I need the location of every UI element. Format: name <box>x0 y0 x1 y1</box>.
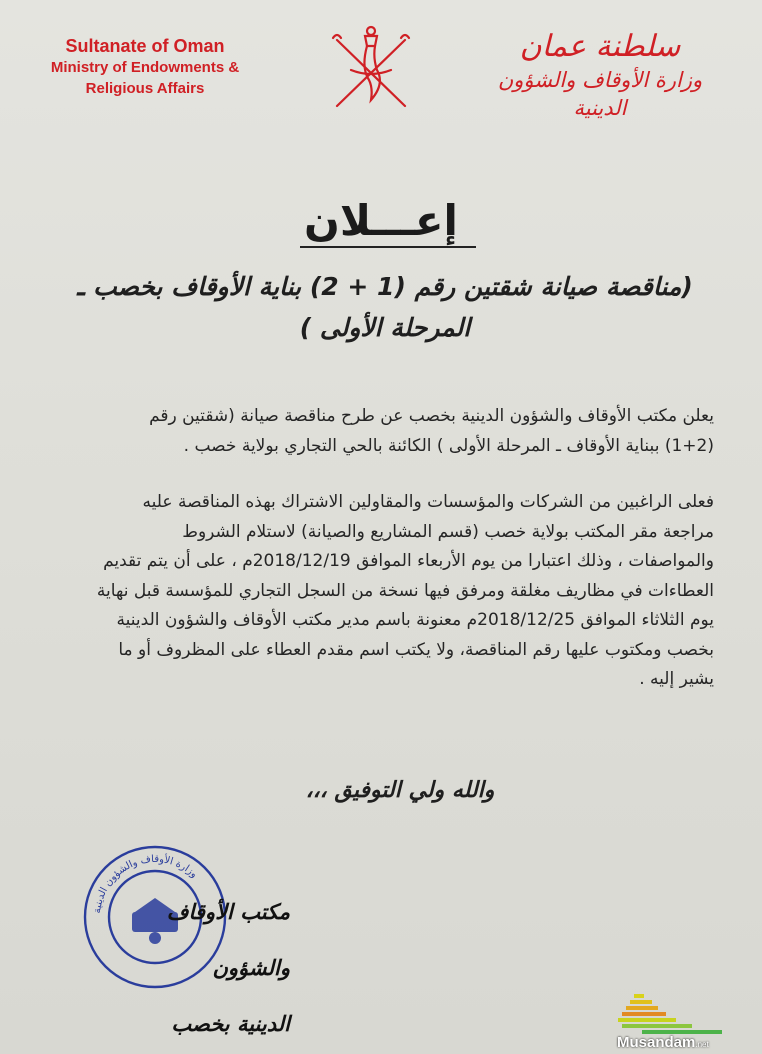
paragraph-line: فعلى الراغبين من الشركات والمؤسسات والمقاولين الاشتراك بهذه المناقصة عليه <box>142 492 714 512</box>
khanjar-emblem-icon <box>325 18 417 114</box>
announcement-paragraph-1 <box>48 402 714 461</box>
title-underline <box>300 246 476 248</box>
signature-line1: مكتب الأوقاف والشؤون <box>166 900 290 980</box>
paragraph-line: يوم الثلاثاء الموافق 2018/12/25م معنونة باسم مدير مكتب الأوقاف والشؤون الدينية <box>116 610 714 630</box>
watermark-site-name <box>617 1034 709 1051</box>
tender-subtitle-line1: (مناقصة صيانة شقتين رقم (1 + 2) بناية الأوقاف بخصب ـ <box>77 272 693 301</box>
watermark-suffix: .net <box>695 1040 709 1049</box>
letterhead-english <box>30 36 260 99</box>
stamp-text: وزارة الأوقاف والشؤون الدينية <box>92 853 200 914</box>
paragraph-line: مراجعة مقر المكتب بولاية خصب (قسم المشاريع والصيانة) لاستلام الشروط <box>182 521 714 542</box>
letterhead-country: Sultanate of Oman <box>65 36 225 56</box>
paragraph-line: (1+2) ببناية الأوقاف ـ المرحلة الأولى ) الكائنة بالحي التجاري بولاية خصب . <box>183 435 714 456</box>
letterhead-ministry-line1: Ministry of Endowments & <box>50 59 240 76</box>
closing-phrase: والله ولي التوفيق ،،، <box>305 778 495 803</box>
paragraph-line: بخصب ومكتوب عليها رقم المناقصة، ولا يكتب اسم مقدم العطاء على المظروف أو ما <box>118 639 714 660</box>
letterhead-ar-country: سلطنة عمان <box>519 29 681 64</box>
announcement-paragraph-2 <box>48 488 714 695</box>
letterhead-arabic <box>470 28 730 122</box>
paragraph-line: والمواصفات ، وذلك اعتبارا من يوم الأربعاء الموافق 2018/12/19م ، على أن يتم تقديم <box>103 551 714 571</box>
signature-line2: الدينية بخصب <box>171 1012 290 1036</box>
paragraph-line: العطاءات في مظاريف مغلقة ومرفق فيها نسخة من السجل التجاري للمؤسسة قبل نهاية <box>96 580 714 601</box>
letterhead-ministry-line2: Religious Affairs <box>85 80 205 97</box>
paragraph-line: يعلن مكتب الأوقاف والشؤون الدينية بخصب عن طرح مناقصة صيانة (شقتين رقم <box>149 406 714 426</box>
paragraph-line: يشير إليه . <box>639 669 714 689</box>
tender-subtitle-line2: المرحلة الأولى ) <box>299 313 471 342</box>
announcement-title: إعـــلان <box>304 196 458 245</box>
watermark-site: Musandam <box>617 1034 696 1051</box>
signature-block <box>100 884 290 1052</box>
letterhead-ar-ministry: وزارة الأوقاف والشؤون الدينية <box>497 68 703 120</box>
